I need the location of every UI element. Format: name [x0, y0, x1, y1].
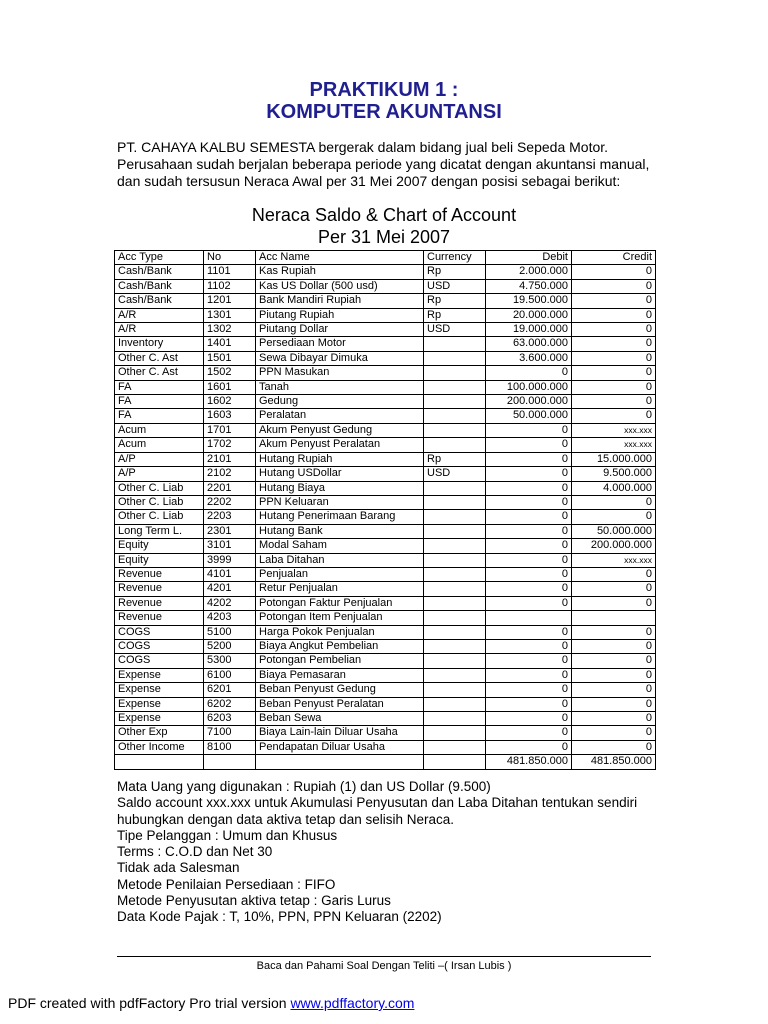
table-cell: 7100	[204, 726, 256, 740]
table-cell: 481.850.000	[486, 755, 572, 769]
table-cell: 0	[572, 596, 656, 610]
note-line: Metode Penyusutan aktiva tetap : Garis Lurus	[117, 893, 391, 909]
table-cell: Acum	[115, 423, 204, 437]
table-cell: 0	[572, 265, 656, 279]
table-cell: Other C. Liab	[115, 510, 204, 524]
table-row	[115, 697, 656, 711]
table-cell: 20.000.000	[486, 308, 572, 322]
table-cell: 0	[486, 639, 572, 653]
table-cell: Other Exp	[115, 726, 204, 740]
table-cell: Expense	[115, 668, 204, 682]
table-cell	[424, 611, 486, 625]
table-cell: 19.000.000	[486, 323, 572, 337]
table-cell: USD	[424, 467, 486, 481]
table-cell	[424, 596, 486, 610]
table-cell: 3101	[204, 539, 256, 553]
table-cell: 0	[486, 452, 572, 466]
table-row	[115, 639, 656, 653]
table-cell: Rp	[424, 308, 486, 322]
table-cell: Penjualan	[256, 567, 424, 581]
table-cell: 1401	[204, 337, 256, 351]
column-header: Debit	[486, 251, 572, 265]
table-cell: xxx.xxx	[572, 423, 656, 437]
table-cell: 1701	[204, 423, 256, 437]
table-cell: 2101	[204, 452, 256, 466]
table-cell: Beban Penyust Gedung	[256, 683, 424, 697]
table-row	[115, 596, 656, 610]
table-cell	[115, 755, 204, 769]
table-row	[115, 712, 656, 726]
table-cell: 0	[486, 524, 572, 538]
neraca-date: Per 31 Mei 2007	[317, 227, 451, 247]
column-header: No	[204, 251, 256, 265]
chart-of-account-table	[114, 250, 656, 770]
intro-paragraph	[117, 139, 650, 190]
table-cell: 0	[572, 740, 656, 754]
table-cell: Biaya Lain-lain Diluar Usaha	[256, 726, 424, 740]
table-cell: 5200	[204, 639, 256, 653]
column-header: Currency	[424, 251, 486, 265]
table-cell: 0	[486, 495, 572, 509]
table-cell: 0	[486, 510, 572, 524]
table-cell	[424, 582, 486, 596]
table-cell: 0	[572, 726, 656, 740]
table-cell: Other C. Liab	[115, 481, 204, 495]
table-row	[115, 351, 656, 365]
table-row	[115, 740, 656, 754]
table-header-row	[115, 251, 656, 265]
table-cell: 3.600.000	[486, 351, 572, 365]
table-cell: Laba Ditahan	[256, 553, 424, 567]
table-cell	[424, 337, 486, 351]
table-cell: 0	[572, 697, 656, 711]
table-row	[115, 495, 656, 509]
table-cell: 0	[486, 438, 572, 452]
table-cell: Other C. Ast	[115, 351, 204, 365]
table-cell: Piutang Rupiah	[256, 308, 424, 322]
table-cell: Cash/Bank	[115, 279, 204, 293]
table-cell: Revenue	[115, 582, 204, 596]
table-cell: Retur Penjualan	[256, 582, 424, 596]
table-cell: 6100	[204, 668, 256, 682]
table-cell: 0	[572, 582, 656, 596]
table-cell: 0	[572, 712, 656, 726]
table-cell: 0	[486, 582, 572, 596]
table-cell: FA	[115, 409, 204, 423]
table-cell: Potongan Faktur Penjualan	[256, 596, 424, 610]
table-row	[115, 524, 656, 538]
table-cell	[424, 409, 486, 423]
table-cell: Peralatan	[256, 409, 424, 423]
table-cell: 0	[486, 668, 572, 682]
table-cell: 481.850.000	[572, 755, 656, 769]
table-cell: 0	[486, 726, 572, 740]
table-row	[115, 726, 656, 740]
document-subtitle: KOMPUTER AKUNTANSI	[266, 101, 502, 123]
table-cell	[424, 668, 486, 682]
table-cell: Rp	[424, 294, 486, 308]
table-cell: Modal Saham	[256, 539, 424, 553]
table-cell: Long Term L.	[115, 524, 204, 538]
table-row	[115, 683, 656, 697]
table-row	[115, 654, 656, 668]
table-cell: Cash/Bank	[115, 265, 204, 279]
table-cell: Hutang Penerimaan Barang	[256, 510, 424, 524]
table-row	[115, 265, 656, 279]
table-cell	[486, 611, 572, 625]
table-row	[115, 582, 656, 596]
table-cell: 2.000.000	[486, 265, 572, 279]
table-cell: 0	[572, 567, 656, 581]
table-row	[115, 395, 656, 409]
table-cell: Expense	[115, 697, 204, 711]
table-cell: Tanah	[256, 380, 424, 394]
table-cell: Pendapatan Diluar Usaha	[256, 740, 424, 754]
table-cell: Other C. Liab	[115, 495, 204, 509]
column-header: Credit	[572, 251, 656, 265]
table-cell: 0	[486, 553, 572, 567]
column-header: Acc Type	[115, 251, 204, 265]
table-cell: 4.750.000	[486, 279, 572, 293]
table-cell: 5100	[204, 625, 256, 639]
table-cell: Piutang Dollar	[256, 323, 424, 337]
table-cell: 1101	[204, 265, 256, 279]
table-row	[115, 423, 656, 437]
intro-line: dan sudah tersusun Neraca Awal per 31 Mei 2007 dengan posisi sebagai berikut:	[117, 173, 621, 189]
table-cell	[572, 611, 656, 625]
table-cell: 0	[486, 683, 572, 697]
table-row	[115, 625, 656, 639]
table-cell: 15.000.000	[572, 452, 656, 466]
table-row	[115, 279, 656, 293]
table-cell: Potongan Item Penjualan	[256, 611, 424, 625]
table-cell	[424, 395, 486, 409]
table-cell: 0	[572, 351, 656, 365]
table-cell: 0	[572, 409, 656, 423]
column-header: Acc Name	[256, 251, 424, 265]
table-cell: xxx.xxx	[572, 438, 656, 452]
table-cell	[424, 438, 486, 452]
table-cell: 1602	[204, 395, 256, 409]
table-cell: Revenue	[115, 611, 204, 625]
table-cell	[204, 755, 256, 769]
table-cell: 0	[486, 567, 572, 581]
table-cell: 0	[572, 495, 656, 509]
table-cell: 8100	[204, 740, 256, 754]
pdf-banner	[8, 995, 414, 1011]
table-cell: 5300	[204, 654, 256, 668]
table-cell: 19.500.000	[486, 294, 572, 308]
table-cell: 4101	[204, 567, 256, 581]
table-cell: 0	[486, 596, 572, 610]
table-cell	[424, 366, 486, 380]
note-line: Terms : C.O.D dan Net 30	[117, 844, 273, 860]
table-cell: 0	[572, 323, 656, 337]
table-cell: 0	[572, 668, 656, 682]
table-cell	[256, 755, 424, 769]
table-cell: A/P	[115, 452, 204, 466]
table-cell	[424, 553, 486, 567]
table-row	[115, 668, 656, 682]
note-line: Metode Penilaian Persediaan : FIFO	[117, 876, 336, 892]
table-row	[115, 539, 656, 553]
footer-divider	[117, 956, 651, 957]
table-row	[115, 553, 656, 567]
table-row	[115, 567, 656, 581]
table-cell: 0	[572, 308, 656, 322]
table-cell: COGS	[115, 639, 204, 653]
table-cell: Akum Penyust Gedung	[256, 423, 424, 437]
table-row	[115, 510, 656, 524]
table-cell: 0	[572, 279, 656, 293]
table-cell: 1702	[204, 438, 256, 452]
table-cell: 4.000.000	[572, 481, 656, 495]
table-cell	[424, 639, 486, 653]
table-row	[115, 366, 656, 380]
note-line: Tipe Pelanggan : Umum dan Khusus	[117, 827, 338, 843]
table-cell: 6203	[204, 712, 256, 726]
table-cell: Gedung	[256, 395, 424, 409]
table-cell: Revenue	[115, 567, 204, 581]
intro-line: Perusahaan sudah berjalan beberapa periode yang dicatat dengan akuntansi manual,	[117, 156, 650, 172]
table-cell: COGS	[115, 625, 204, 639]
table-cell: Bank Mandiri Rupiah	[256, 294, 424, 308]
table-cell: A/R	[115, 323, 204, 337]
table-cell: 100.000.000	[486, 380, 572, 394]
table-row	[115, 380, 656, 394]
table-cell: 200.000.000	[486, 395, 572, 409]
table-cell: 6201	[204, 683, 256, 697]
table-cell: 2203	[204, 510, 256, 524]
table-cell: 0	[572, 380, 656, 394]
document-title: PRAKTIKUM 1 :	[309, 79, 459, 101]
table-cell	[424, 726, 486, 740]
table-cell	[424, 524, 486, 538]
table-row	[115, 755, 656, 769]
table-cell: 0	[486, 697, 572, 711]
table-cell: Harga Pokok Penjualan	[256, 625, 424, 639]
table-cell: 0	[572, 294, 656, 308]
table-cell: 200.000.000	[572, 539, 656, 553]
pdffactory-link[interactable]: www.pdffactory.com	[290, 995, 415, 1011]
table-cell: Rp	[424, 265, 486, 279]
table-cell: 0	[486, 625, 572, 639]
table-row	[115, 323, 656, 337]
table-cell: 0	[486, 654, 572, 668]
table-cell: 1502	[204, 366, 256, 380]
note-line: Saldo account xxx.xxx untuk Akumulasi Penyusutan dan Laba Ditahan tentukan sendiri	[117, 795, 638, 811]
table-cell: Biaya Pemasaran	[256, 668, 424, 682]
table-cell: 0	[572, 654, 656, 668]
table-cell: A/P	[115, 467, 204, 481]
table-cell: Sewa Dibayar Dimuka	[256, 351, 424, 365]
table-cell: 4203	[204, 611, 256, 625]
table-cell: 0	[486, 366, 572, 380]
table-row	[115, 467, 656, 481]
table-cell	[424, 712, 486, 726]
table-cell: Rp	[424, 452, 486, 466]
table-cell: Potongan Pembelian	[256, 654, 424, 668]
table-cell: 0	[572, 366, 656, 380]
table-cell: 3999	[204, 553, 256, 567]
table-cell: xxx.xxx	[572, 553, 656, 567]
table-cell: Equity	[115, 553, 204, 567]
table-cell: Revenue	[115, 596, 204, 610]
neraca-title: Neraca Saldo & Chart of Account	[251, 205, 517, 225]
table-cell: Expense	[115, 712, 204, 726]
table-cell: 0	[572, 625, 656, 639]
table-cell	[424, 495, 486, 509]
table-cell: 2201	[204, 481, 256, 495]
note-line: Tidak ada Salesman	[117, 860, 240, 876]
table-cell: 1302	[204, 323, 256, 337]
table-cell: 0	[486, 712, 572, 726]
page-footer: Baca dan Pahami Soal Dengan Teliti –( Irsan Lubis )	[256, 960, 512, 972]
table-cell: 1601	[204, 380, 256, 394]
table-cell: 0	[572, 510, 656, 524]
note-line: Mata Uang yang digunakan : Rupiah (1) dan US Dollar (9.500)	[117, 779, 491, 794]
table-cell: 0	[572, 395, 656, 409]
table-cell: Other Income	[115, 740, 204, 754]
table-cell: 0	[572, 639, 656, 653]
table-cell	[424, 510, 486, 524]
table-cell: Other C. Ast	[115, 366, 204, 380]
table-cell: 4202	[204, 596, 256, 610]
table-cell: 0	[486, 467, 572, 481]
table-cell: 1102	[204, 279, 256, 293]
table-cell: Beban Penyust Peralatan	[256, 697, 424, 711]
table-cell: PPN Masukan	[256, 366, 424, 380]
table-row	[115, 438, 656, 452]
table-cell: Acum	[115, 438, 204, 452]
table-cell: Hutang Biaya	[256, 481, 424, 495]
table-cell	[424, 423, 486, 437]
table-cell: Biaya Angkut Pembelian	[256, 639, 424, 653]
table-cell: Akum Penyust Peralatan	[256, 438, 424, 452]
table-cell: 63.000.000	[486, 337, 572, 351]
table-cell	[424, 351, 486, 365]
table-cell: Expense	[115, 683, 204, 697]
table-cell: 4201	[204, 582, 256, 596]
table-cell: Cash/Bank	[115, 294, 204, 308]
table-row	[115, 611, 656, 625]
table-cell: 2301	[204, 524, 256, 538]
table-cell: 0	[486, 481, 572, 495]
table-row	[115, 481, 656, 495]
table-cell: USD	[424, 323, 486, 337]
table-row	[115, 337, 656, 351]
table-cell	[424, 380, 486, 394]
table-cell	[424, 625, 486, 639]
note-line: hubungkan dengan data aktiva tetap dan selisih Neraca.	[117, 811, 454, 827]
table-row	[115, 308, 656, 322]
table-cell: Kas Rupiah	[256, 265, 424, 279]
table-cell: PPN Keluaran	[256, 495, 424, 509]
table-cell: FA	[115, 395, 204, 409]
note-line: Data Kode Pajak : T, 10%, PPN, PPN Keluaran (2202)	[117, 909, 442, 925]
table-cell	[424, 567, 486, 581]
table-row	[115, 294, 656, 308]
table-cell	[424, 755, 486, 769]
table-cell	[424, 481, 486, 495]
table-cell: USD	[424, 279, 486, 293]
table-cell: 6202	[204, 697, 256, 711]
table-body	[115, 265, 656, 769]
table-cell: 1501	[204, 351, 256, 365]
table-header	[115, 251, 656, 265]
table-row	[115, 409, 656, 423]
table-cell: COGS	[115, 654, 204, 668]
table-cell: A/R	[115, 308, 204, 322]
table-cell: 0	[486, 423, 572, 437]
table-cell: 0	[572, 337, 656, 351]
table-cell	[424, 740, 486, 754]
table-cell	[424, 697, 486, 711]
table-cell: Inventory	[115, 337, 204, 351]
intro-line: PT. CAHAYA KALBU SEMESTA bergerak dalam bidang jual beli Sepeda Motor.	[117, 139, 609, 155]
table-cell: 2202	[204, 495, 256, 509]
table-cell	[424, 683, 486, 697]
table-cell: 50.000.000	[486, 409, 572, 423]
table-cell: 0	[486, 539, 572, 553]
table-cell: 0	[572, 683, 656, 697]
table-cell: 2102	[204, 467, 256, 481]
table-cell: FA	[115, 380, 204, 394]
pdf-banner-text: PDF created with pdfFactory Pro trial version	[8, 995, 291, 1011]
table-cell: 1201	[204, 294, 256, 308]
table-cell: Hutang Rupiah	[256, 452, 424, 466]
table-row	[115, 452, 656, 466]
table-cell: 50.000.000	[572, 524, 656, 538]
table-cell: Persediaan Motor	[256, 337, 424, 351]
table-cell: 9.500.000	[572, 467, 656, 481]
table-cell: Hutang USDollar	[256, 467, 424, 481]
notes-list	[117, 779, 677, 926]
table-cell: 0	[486, 740, 572, 754]
table-cell	[424, 539, 486, 553]
table-cell: 1603	[204, 409, 256, 423]
table-cell: Beban Sewa	[256, 712, 424, 726]
table-cell: Equity	[115, 539, 204, 553]
table-cell: Kas US Dollar (500 usd)	[256, 279, 424, 293]
table-cell: Hutang Bank	[256, 524, 424, 538]
table-cell: 1301	[204, 308, 256, 322]
table-cell	[424, 654, 486, 668]
